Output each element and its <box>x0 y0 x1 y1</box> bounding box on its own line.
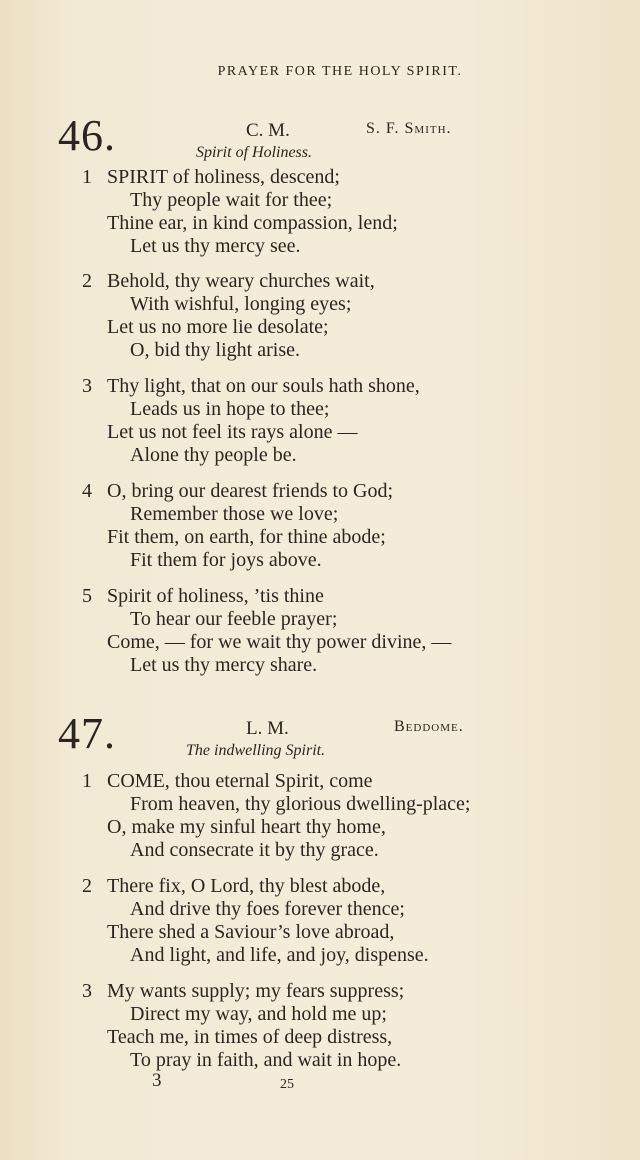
running-head: PRAYER FOR THE HOLY SPIRIT. <box>217 64 463 79</box>
verse-line: There fix, O Lord, thy blest abode, <box>107 875 386 897</box>
verse-line: Spirit of holiness, ’tis thine <box>107 585 324 607</box>
verse-line: Let us no more lie desolate; <box>107 316 329 338</box>
hymn-number: 46. <box>58 111 116 160</box>
verse-line: Fit them for joys above. <box>130 549 322 571</box>
verse-line: Let us thy mercy see. <box>130 235 301 257</box>
verse-line: To hear our feeble prayer; <box>130 608 338 630</box>
verse-line: Remember those we love; <box>130 503 339 525</box>
verse-number: 1 <box>82 166 92 188</box>
verse-line: Let us thy mercy share. <box>130 654 318 676</box>
verse-line: And consecrate it by thy grace. <box>130 839 379 861</box>
verse-line: Thine ear, in kind compassion, lend; <box>107 212 398 234</box>
verse-line: Direct my way, and hold me up; <box>130 1003 387 1025</box>
hymn-meter: L. M. <box>246 718 289 739</box>
verse-line: And light, and life, and joy, dispense. <box>130 944 429 966</box>
signature-mark: 3 <box>152 1070 162 1091</box>
verse-line: With wishful, longing eyes; <box>130 293 352 315</box>
verse-line: And drive thy foes forever thence; <box>130 898 405 920</box>
verse-number: 2 <box>82 875 92 897</box>
verse-number: 4 <box>82 480 92 502</box>
verse-line: Fit them, on earth, for thine abode; <box>107 526 386 548</box>
verse-line: Teach me, in times of deep distress, <box>107 1026 393 1048</box>
hymn-author: S. F. Smith. <box>366 120 452 137</box>
hymn-meter: C. M. <box>246 120 290 141</box>
verse-line: My wants supply; my fears suppress; <box>107 980 405 1002</box>
verse-line: Thy people wait for thee; <box>130 189 333 211</box>
hymn-subtitle: The indwelling Spirit. <box>186 742 326 759</box>
hymn-subtitle: Spirit of Holiness. <box>196 144 313 161</box>
verse-line: Leads us in hope to thee; <box>130 398 330 420</box>
verse-line: Thy light, that on our souls hath shone, <box>107 375 420 397</box>
hymn-author: Beddome. <box>394 718 464 735</box>
verse-number: 5 <box>82 585 92 607</box>
verse-line: Let us not feel its rays alone — <box>107 421 358 443</box>
verse-line: To pray in faith, and wait in hope. <box>130 1049 402 1071</box>
verse-line: Alone thy people be. <box>130 444 297 466</box>
verse-line: O, bring our dearest friends to God; <box>107 480 394 502</box>
verse-number: 2 <box>82 270 92 292</box>
verse-number: 3 <box>82 980 92 1002</box>
verse-line: COME, thou eternal Spirit, come <box>107 770 373 792</box>
verse-line: O, bid thy light arise. <box>130 339 300 361</box>
verse-line: There shed a Saviour’s love abroad, <box>107 921 395 943</box>
verse-number: 3 <box>82 375 92 397</box>
hymn-number: 47. <box>58 709 116 758</box>
verse-number: 1 <box>82 770 92 792</box>
verse-line: Behold, thy weary churches wait, <box>107 270 375 292</box>
verse-line: From heaven, thy glorious dwelling-place; <box>130 793 471 815</box>
verse-line: SPIRIT of holiness, descend; <box>107 166 340 188</box>
verse-line: Come, — for we wait thy power divine, — <box>107 631 452 653</box>
page-number: 25 <box>280 1077 294 1092</box>
verse-line: O, make my sinful heart thy home, <box>107 816 386 838</box>
